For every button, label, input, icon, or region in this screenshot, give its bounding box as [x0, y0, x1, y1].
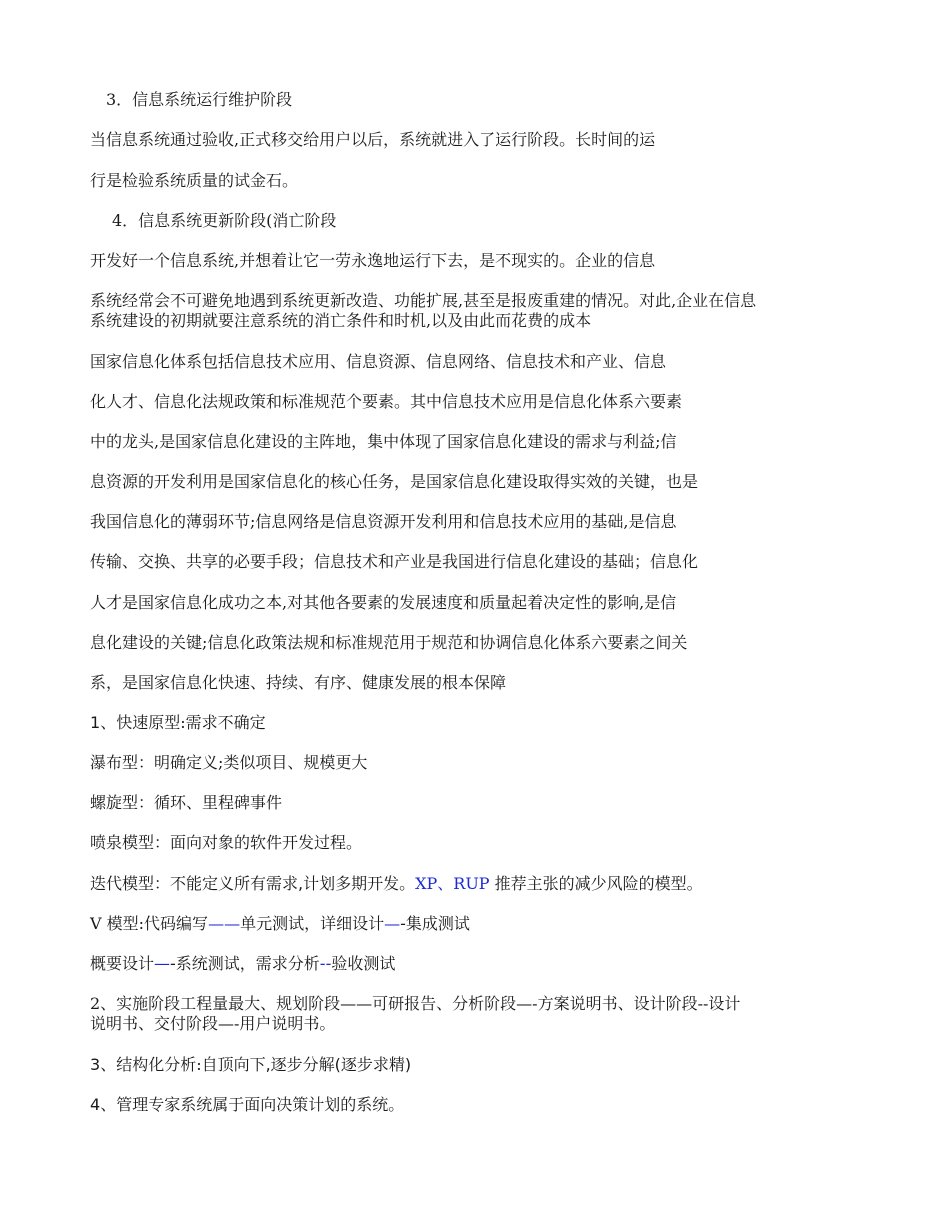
text-run: 、快速原型:需求不确定: [100, 713, 266, 732]
text-run: 国家信息化体系包括信息技术应用: [90, 352, 331, 371]
heading-stage-4: 4．信息系统更新阶段(消亡阶段: [112, 211, 337, 230]
text-run: 类似项目、规模更大: [223, 753, 368, 772]
text-run: 1: [90, 713, 101, 732]
text-run: -集成测试: [400, 914, 470, 933]
text-run: 3: [90, 1055, 101, 1074]
text-run: 。: [388, 1095, 405, 1114]
list-item-v-model: [90, 914, 470, 934]
paragraph-line: 人才是国家信息化成功之本,对其他各要素的发展速度和质量起着决定性的影响,是信: [90, 593, 677, 612]
text-run-highlight: —: [384, 914, 401, 933]
paragraph-line: 开发好一个信息系统,并想着让它一劳永逸地运行下去，是不现实的。企业的信息: [90, 251, 656, 270]
list-item-waterfall: [90, 753, 367, 773]
text-run-highlight: --: [319, 954, 332, 973]
text-run: 4: [90, 1095, 101, 1114]
text-run: 代码编写: [144, 914, 209, 933]
paragraph-line: 行是检验系统质量的试金石。: [90, 171, 299, 190]
paragraph-line: 传输、交换、共享的必要手段；信息技术和产业是我国进行信息化建设的基础；信息化: [90, 552, 699, 571]
list-item-spiral: [90, 793, 282, 813]
text-run: 面向决策计划的系统: [244, 1095, 389, 1114]
paragraph-line: 我国信息化的薄弱环节;信息网络是信息资源开发利用和信息技术应用的基础,是信息: [90, 512, 677, 531]
text-run: 迭代模型：: [90, 874, 171, 893]
text-run: 不能定义所有需求,计划多期开发。: [170, 874, 416, 893]
paragraph-line: 化人才、信息化法规政策和标准规范个要素。其中信息技术应用是信息化体系六要素: [90, 392, 683, 411]
paragraph-line: 当信息系统通过验收,正式移交给用户以后，系统就进入了运行阶段。长时间的运: [90, 130, 656, 149]
list-item-rapid-prototype: [90, 713, 266, 733]
list-item-expert-system: [90, 1095, 404, 1115]
text-run: 单元测试，详细设计: [240, 914, 385, 933]
text-run: 验收测试: [331, 954, 396, 973]
list-item-implementation: 2、实施阶段工程量最大、规划阶段——可研报告、分析阶段—-方案说明书、设计阶段--设计: [90, 994, 741, 1013]
paragraph-line: 息化建设的关键;信息化政策法规和标准规范用于规范和协调信息化体系六要素之间关: [90, 633, 688, 652]
text-run: 循环、里程碑事件: [154, 793, 283, 812]
text-run: -系统测试，需求分析: [170, 954, 320, 973]
text-run: 推荐主张的减少风险的模型。: [489, 874, 703, 893]
list-item-v-model-cont: [90, 954, 395, 974]
list-item-fountain: 喷泉模型：面向对象的软件开发过程。: [90, 833, 363, 852]
paragraph-line: [90, 352, 666, 372]
text-run: 、信息资源、信息网络、信息技术和产业、信息: [330, 352, 667, 371]
text-run: 自顶向下,逐步分解(逐步求精): [201, 1055, 412, 1074]
text-run: 、结构化分析:: [100, 1055, 202, 1074]
text-run: 、管理专家系统属于: [100, 1095, 245, 1114]
paragraph-line: 系统经常会不可避免地遇到系统更新改造、功能扩展,甚至是报废重建的情况。对此,企业在信息: [90, 291, 757, 310]
text-run: 螺旋型：: [90, 793, 155, 812]
paragraph-line: 息资源的开发利用是国家信息化的核心任务，是国家信息化建设取得实效的关键，也是: [90, 472, 699, 491]
heading-stage-3: 3．信息系统运行维护阶段: [106, 90, 293, 109]
paragraph-line: 系，是国家信息化快速、持续、有序、健康发展的根本保障: [90, 673, 507, 692]
text-run-highlight: —: [154, 954, 171, 973]
paragraph-line: 系统建设的初期就要注意系统的消亡条件和时机,以及由此而花费的成本: [90, 311, 592, 330]
list-item-iterative: [90, 874, 703, 894]
text-run: 瀑布型：明确定义;: [90, 753, 224, 772]
list-item-structured-analysis: [90, 1055, 411, 1075]
list-item-implementation-cont: 说明书、交付阶段—-用户说明书。: [90, 1014, 336, 1033]
paragraph-line: 中的龙头,是国家信息化建设的主阵地，集中体现了国家信息化建设的需求与利益;信: [90, 432, 677, 451]
text-run-highlight: ——: [208, 914, 241, 933]
text-run-highlight: XP、RUP: [415, 874, 490, 893]
text-run: V 模型:: [90, 914, 145, 933]
text-run: 概要设计: [90, 954, 155, 973]
